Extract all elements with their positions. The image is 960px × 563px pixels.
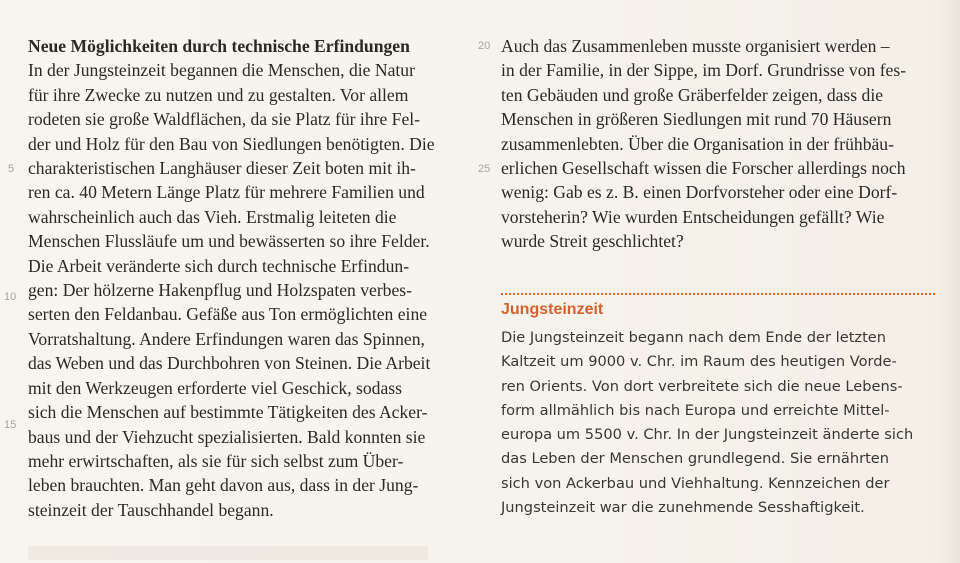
text-line: rodeten sie große Waldflächen, da sie Platz für ihre Fel- <box>28 109 421 130</box>
info-line: das Leben der Menschen grundlegend. Sie ernährten <box>501 450 890 468</box>
text-line: gen: Der hölzerne Hakenpflug und Holzspaten verbes- <box>28 280 412 301</box>
text-line: In der Jungsteinzeit begannen die Menschen, die Natur <box>28 60 415 81</box>
info-line: form allmählich bis nach Europa und erreichte Mittel- <box>501 401 890 419</box>
text-line: leben brauchten. Man geht davon aus, dass in der Jung- <box>28 475 419 496</box>
line-number-10: 10 <box>4 291 17 303</box>
text-line: Menschen in größeren Siedlungen mit rund 70 Häusern <box>501 109 892 130</box>
bleed-through-text <box>28 546 428 560</box>
text-line: der und Holz für den Bau von Siedlungen benötigten. Die <box>28 133 435 154</box>
text-line: ren ca. 40 Metern Länge Platz für mehrere Familien und <box>28 182 425 203</box>
text-line: zusammenlebten. Über die Organisation in der frühbäu- <box>501 133 894 154</box>
text-line: ten Gebäuden und große Gräberfelder zeigen, dass die <box>501 84 884 105</box>
text-line: wurde Streit geschlichtet? <box>501 231 684 252</box>
text-line: serten den Feldanbau. Gefäße aus Ton ermöglichten eine <box>28 304 428 325</box>
text-line: wahrscheinlich auch das Vieh. Erstmalig leiteten die <box>28 206 397 227</box>
text-line: steinzeit der Tauschhandel begann. <box>28 499 274 520</box>
line-number-15: 15 <box>4 419 17 431</box>
page-edge-shadow <box>938 0 960 563</box>
text-line: in der Familie, in der Sippe, im Dorf. Grundrisse von fes- <box>501 60 907 81</box>
text-line: baus und der Viehzucht spezialisierten. Bald konnten sie <box>28 426 426 447</box>
info-box-body <box>501 326 935 520</box>
continuation-text-column <box>501 34 935 254</box>
info-line: Die Jungsteinzeit begann nach dem Ende der letzten <box>501 329 887 346</box>
info-box-divider <box>501 293 935 295</box>
info-line: ren Orients. Von dort verbreitete sich die neue Lebens- <box>501 377 903 395</box>
text-line: Vorratshaltung. Andere Erfindungen waren das Spinnen, <box>28 328 425 349</box>
line-number-25: 25 <box>478 163 491 175</box>
info-line: sich von Ackerbau und Viehhaltung. Kennzeichen der <box>501 474 890 492</box>
text-line: mehr erwirtschaften, als sie für sich selbst zum Über- <box>28 450 404 471</box>
text-line: Menschen Flussläufe um und bewässerten so ihre Felder. <box>28 231 430 252</box>
info-line: Jungsteinzeit war die zunehmende Sesshaftigkeit. <box>501 499 865 517</box>
text-line: für ihre Zwecke zu nutzen und zu gestalten. Vor allem <box>28 84 409 105</box>
section-heading: Neue Möglichkeiten durch technische Erfindungen <box>28 36 410 56</box>
text-line: Die Arbeit veränderte sich durch technische Erfindun- <box>28 255 410 276</box>
text-line: wenig: Gab es z. B. einen Dorfvorsteher oder eine Dorf- <box>501 182 898 203</box>
info-line: Kaltzeit um 9000 v. Chr. im Raum des heutigen Vorde- <box>501 353 897 371</box>
line-number-20: 20 <box>478 40 491 52</box>
text-line: sich die Menschen auf bestimmte Tätigkeiten des Acker- <box>28 402 428 423</box>
main-text-column <box>28 34 466 522</box>
text-line: erlichen Gesellschaft wissen die Forscher allerdings noch <box>501 158 906 179</box>
info-box-title: Jungsteinzeit <box>501 301 604 318</box>
text-line: vorsteherin? Wie wurden Entscheidungen gefällt? Wie <box>501 206 885 227</box>
text-line: das Weben und das Durchbohren von Steinen. Die Arbeit <box>28 353 431 374</box>
line-number-5: 5 <box>8 163 15 175</box>
text-line: Auch das Zusammenleben musste organisiert werden – <box>501 36 890 56</box>
text-line: charakteristischen Langhäuser dieser Zeit boten mit ih- <box>28 158 416 179</box>
text-line: mit den Werkzeugen erforderte viel Geschick, sodass <box>28 377 402 398</box>
info-line: europa um 5500 v. Chr. In der Jungsteinzeit änderte sich <box>501 426 914 444</box>
